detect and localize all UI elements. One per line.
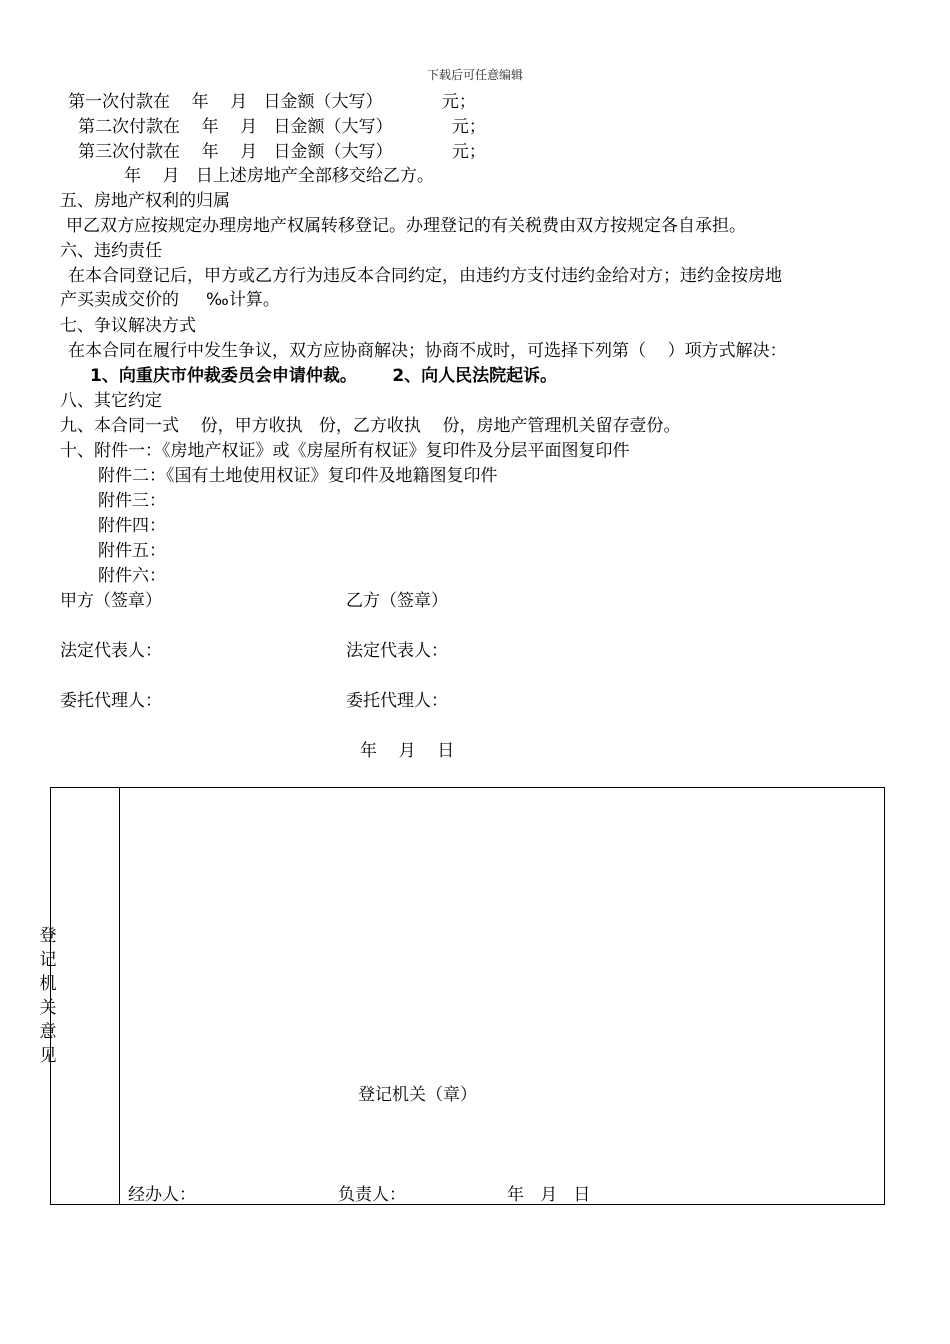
agent-b: 委托代理人： (346, 691, 448, 711)
registry-responsible: 负责人： (338, 1185, 406, 1205)
party-b-signature: 乙方（签章） (346, 591, 448, 611)
legal-rep-b: 法定代表人： (346, 641, 448, 661)
registry-handler: 经办人： (128, 1185, 196, 1205)
section6-body-line2: 产买卖成交价的 ‰计算。 (60, 290, 280, 310)
registry-opinion-box (50, 787, 885, 1205)
registry-label-char: 关 (39, 998, 57, 1018)
attachment-4: 附件四： (98, 516, 166, 536)
payment-line-1: 第一次付款在 年 月 日金额（大写） 元； (68, 92, 476, 112)
agent-a: 委托代理人： (60, 691, 162, 711)
header-note: 下载后可任意编辑 (426, 68, 523, 82)
registry-box-divider (119, 788, 120, 1204)
signature-date: 年 月 日 (360, 741, 455, 761)
payment-line-2: 第二次付款在 年 月 日金额（大写） 元； (78, 117, 486, 137)
section5-title: 五、房地产权利的归属 (60, 191, 230, 211)
party-a-signature: 甲方（签章） (60, 591, 162, 611)
legal-rep-a: 法定代表人： (60, 641, 162, 661)
transfer-line: 年 月 日上述房地产全部移交给乙方。 (124, 166, 434, 186)
registry-label-char: 机 (39, 974, 57, 994)
registry-label-char: 记 (39, 950, 57, 970)
registry-opinion-label (36, 924, 60, 1068)
attachment-3: 附件三： (98, 491, 166, 511)
attachment-6: 附件六： (98, 566, 166, 586)
payment-line-3: 第三次付款在 年 月 日金额（大写） 元； (78, 142, 486, 162)
registry-date: 年 月 日 (507, 1185, 591, 1205)
section7-title: 七、争议解决方式 (60, 316, 196, 336)
registry-label-char: 登 (39, 926, 57, 946)
registry-label-char: 见 (39, 1046, 57, 1066)
section6-title: 六、违约责任 (60, 241, 162, 261)
section10-title: 十、附件一：《房地产权证》或《房屋所有权证》复印件及分层平面图复印件 (60, 441, 630, 461)
attachment-5: 附件五： (98, 541, 166, 561)
section7-options: 1、向重庆市仲裁委员会申请仲裁。 2、向人民法院起诉。 (90, 366, 558, 386)
section8-title: 八、其它约定 (60, 391, 162, 411)
section7-body: 在本合同在履行中发生争议，双方应协商解决；协商不成时，可选择下列第（ ）项方式解决： (68, 341, 787, 361)
attachment-2: 附件二：《国有土地使用权证》复印件及地籍图复印件 (98, 466, 498, 486)
registry-seal: 登记机关（章） (358, 1085, 477, 1105)
section6-body-line1: 在本合同登记后，甲方或乙方行为违反本合同约定，由违约方支付违约金给对方；违约金按房地 (68, 266, 782, 286)
section5-body: 甲乙双方应按规定办理房地产权属转移登记。办理登记的有关税费由双方按规定各自承担。 (66, 216, 746, 236)
registry-label-char: 意 (39, 1022, 57, 1042)
section9-title: 九、本合同一式 份，甲方收执 份，乙方收执 份，房地产管理机关留存壹份。 (60, 416, 681, 436)
